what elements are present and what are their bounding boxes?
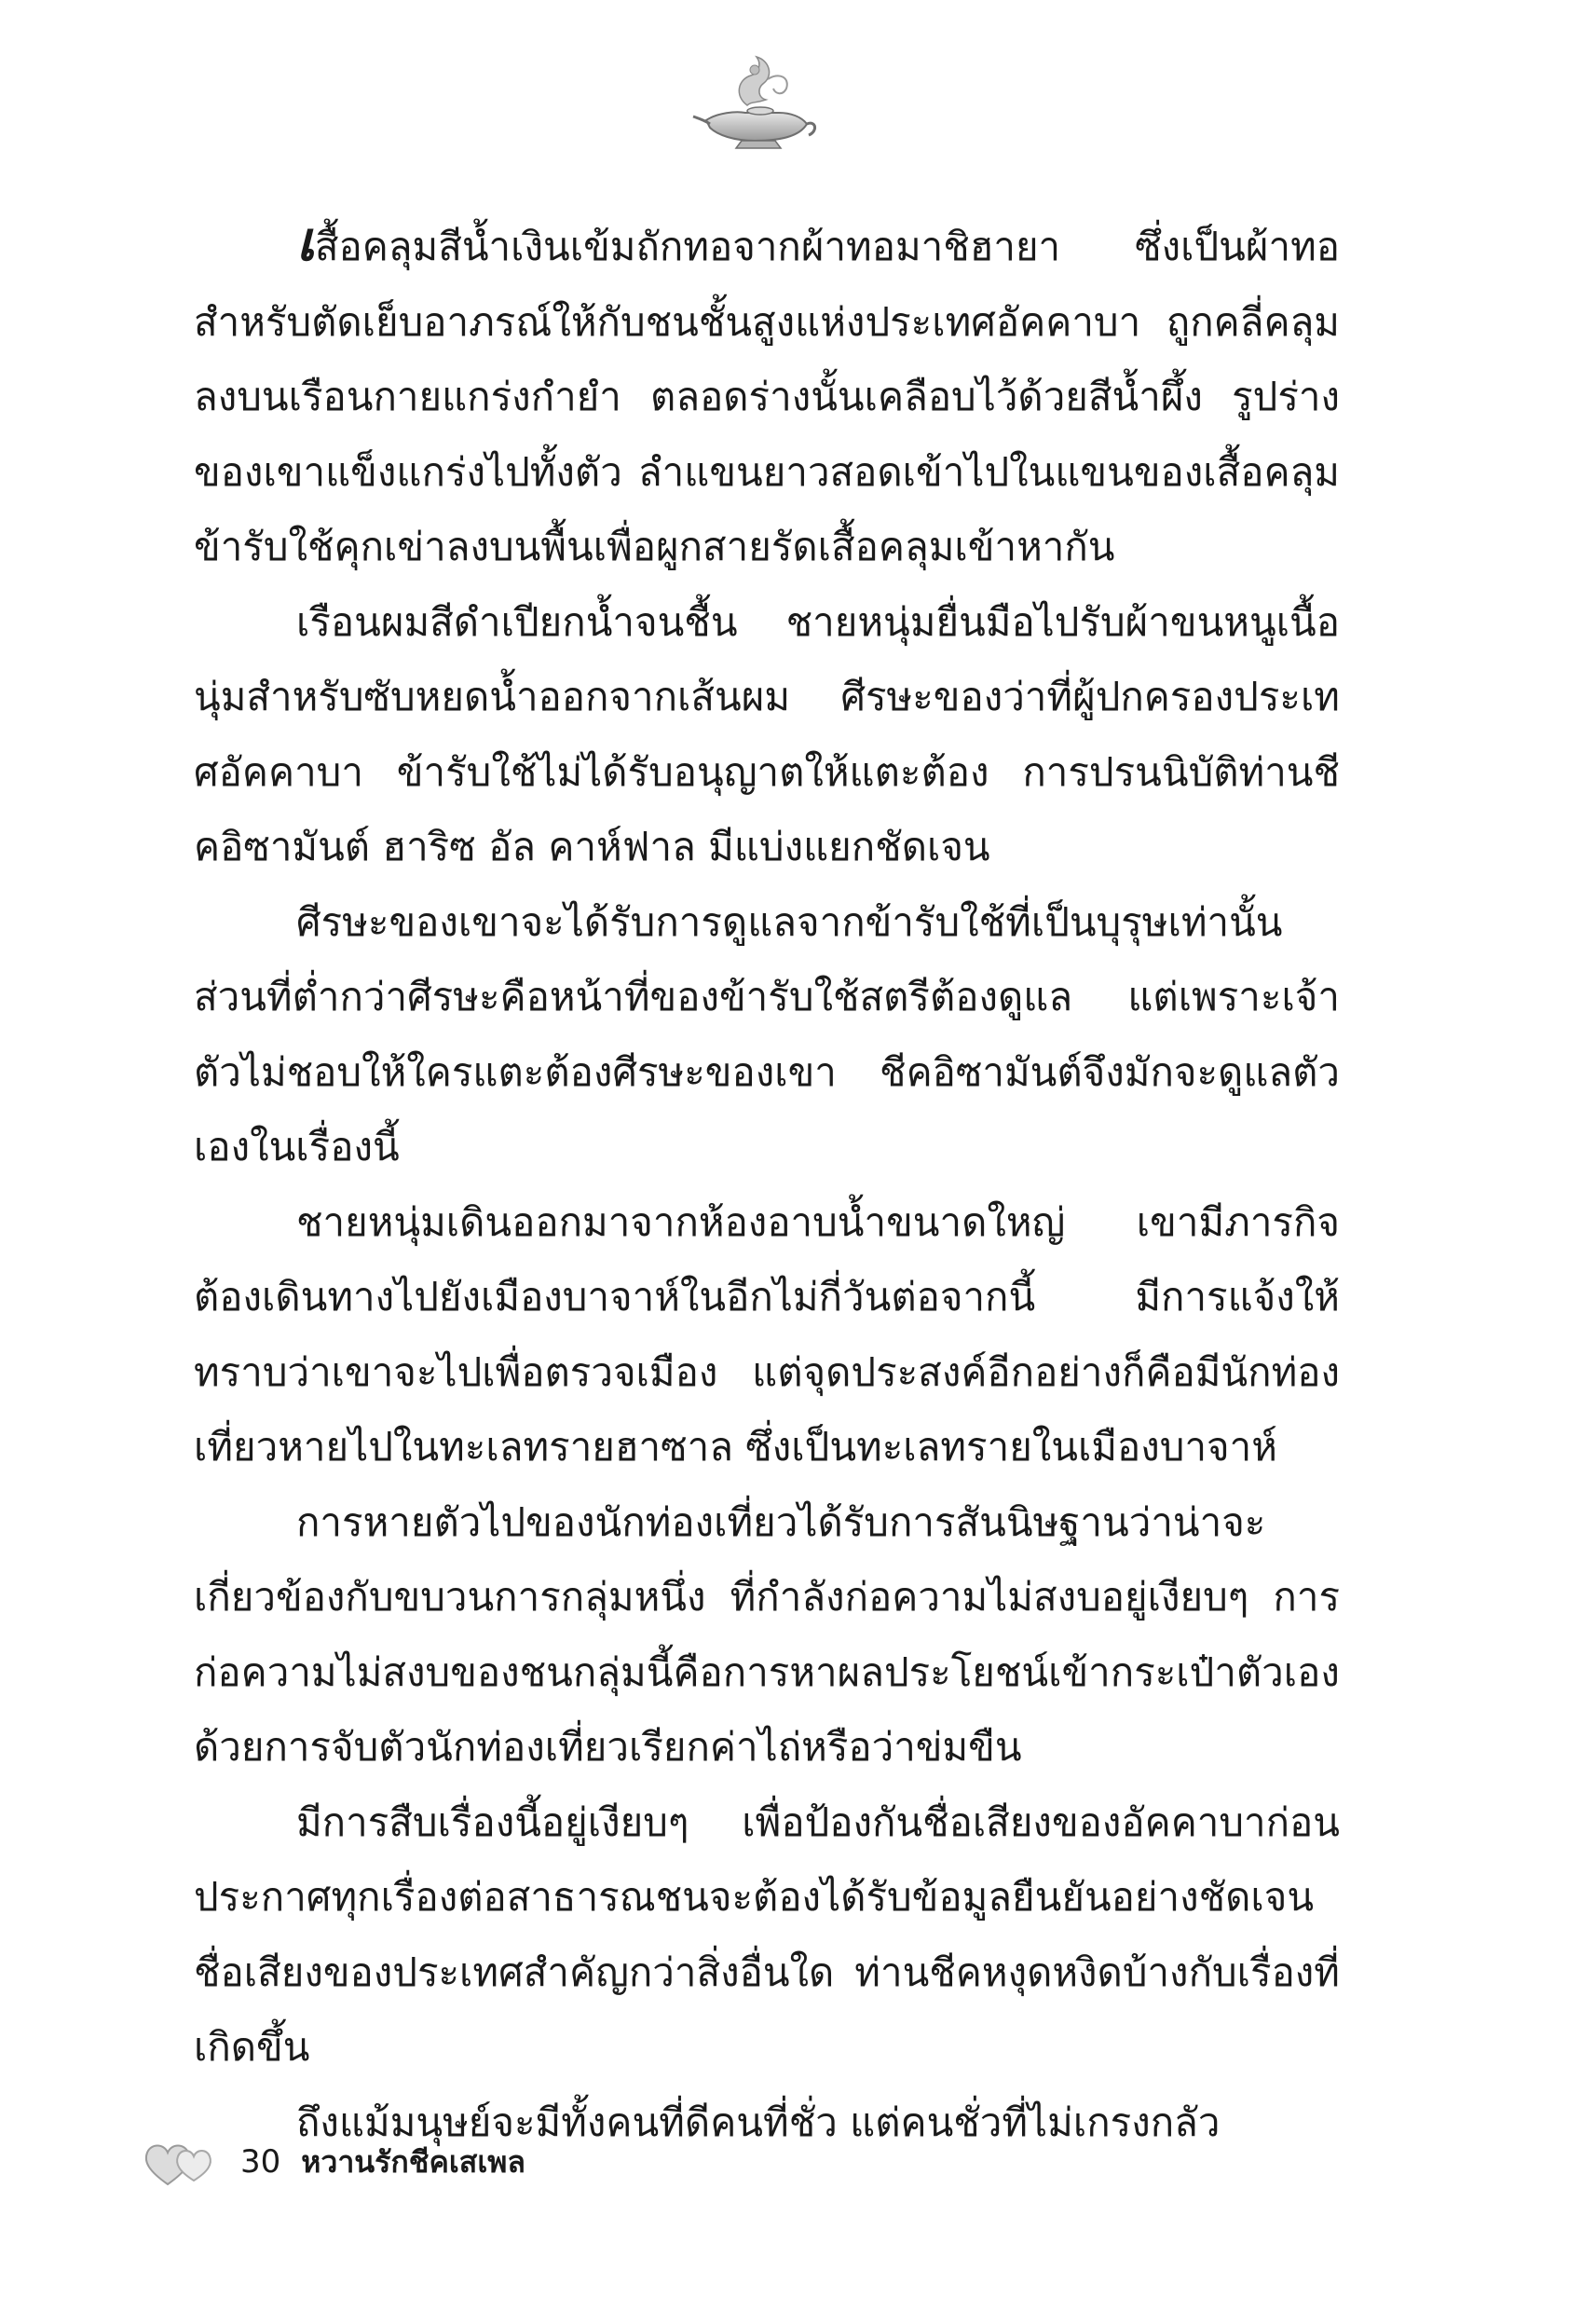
genie-lamp-icon [689,51,820,154]
paragraph-5: การหายตัวไปของนักท่องเที่ยวได้รับการสันนิษฐานว่าน่าจะเกี่ยวข้องกับขบวนการกลุ่มหนึ่ง ที่กำลังก่อความไม่สงบอยู่เงียบๆ การก่อความไม่สงบของชนกลุ่มนี้คือการหาผลประโยชน์เข้ากระเป๋าตัวเองด้วยการจับตัวนักท่องเที่ยวเรียกค่าไถ่หรือว่าข่มขืน [194,1498,1340,1770]
page-number: 30 [240,2143,281,2181]
page-footer [140,2134,525,2190]
paragraph-3: ศีรษะของเขาจะได้รับการดูแลจากข้ารับใช้ที่เป็นบุรุษเท่านั้น ส่วนที่ต่ำกว่าศีรษะคือหน้าที่ของข้ารับใช้สตรีต้องดูแล แต่เพราะเจ้าตัวไม่ชอบให้ใครแตะต้องศีรษะของเขา ชีคอิซามันต์จึงมักจะดูแลตัวเองในเรื่องนี้ [194,898,1340,1169]
drop-cap: เ [296,210,315,273]
paragraph-1 [194,210,1340,585]
hearts-icon [140,2134,224,2190]
paragraph-4: ชายหนุ่มเดินออกมาจากห้องอาบน้ำขนาดใหญ่ เขามีภารกิจต้องเดินทางไปยังเมืองบาจาห์ในอีกไม่กี่วันต่อจากนี้ มีการแจ้งให้ทราบว่าเขาจะไปเพื่อตรวจเมือง แต่จุดประสงค์อีกอย่างก็คือมีนักท่องเที่ยวหายไปในทะเลทรายฮาซาล ซึ่งเป็นทะเลทรายในเมืองบาจาห์ [194,1198,1340,1470]
paragraph-2: เรือนผมสีดำเปียกน้ำจนชื้น ชายหนุ่มยื่นมือไปรับผ้าขนหนูเนื้อนุ่มสำหรับซับหยดน้ำออกจากเส้นผม ศีรษะของว่าที่ผู้ปกครองประเทศอัคคาบา ข้ารับใช้ไม่ได้รับอนุญาตให้แตะต้อง การปรนนิบัติท่านชีคอิซามันต์ ฮาริซ อัล คาห์ฟาล มีแบ่งแยกชัดเจน [194,598,1340,869]
paragraph-6: มีการสืบเรื่องนี้อยู่เงียบๆ เพื่อป้องกันชื่อเสียงของอัคคาบาก่อนประกาศทุกเรื่องต่อสาธารณชนจะต้องได้รับข้อมูลยืนยันอย่างชัดเจน ชื่อเสียงของประเทศสำคัญกว่าสิ่งอื่นใด ท่านชีคหงุดหงิดบ้างกับเรื่องที่เกิดขึ้น [194,1798,1340,2070]
paragraph-1-text: สื้อคลุมสีน้ำเงินเข้มถักทอจากผ้าทอมาชิฮายา ซึ่งเป็นผ้าทอสำหรับตัดเย็บอาภรณ์ให้กับชนชั้นสูงแห่งประเทศอัคคาบา ถูกคลี่คลุมลงบนเรือนกายแกร่งกำยำ ตลอดร่างนั้นเคลือบไว้ด้วยสีน้ำผึ้ง รูปร่างของเขาแข็งแกร่งไปทั้งตัว ลำแขนยาวสอดเข้าไปในแขนของเสื้อคลุม ข้ารับใช้คุกเข่าลงบนพื้นเพื่อผูกสายรัดเสื้อคลุมเข้าหากัน [194,224,1340,569]
book-title: หวานรักชีคเสเพล [301,2143,525,2180]
body-text [194,210,1340,2160]
paragraph-7: ถึงแม้มนุษย์จะมีทั้งคนที่ดีคนที่ชั่ว แต่คนชั่วที่ไม่เกรงกลัว [296,2099,1221,2145]
